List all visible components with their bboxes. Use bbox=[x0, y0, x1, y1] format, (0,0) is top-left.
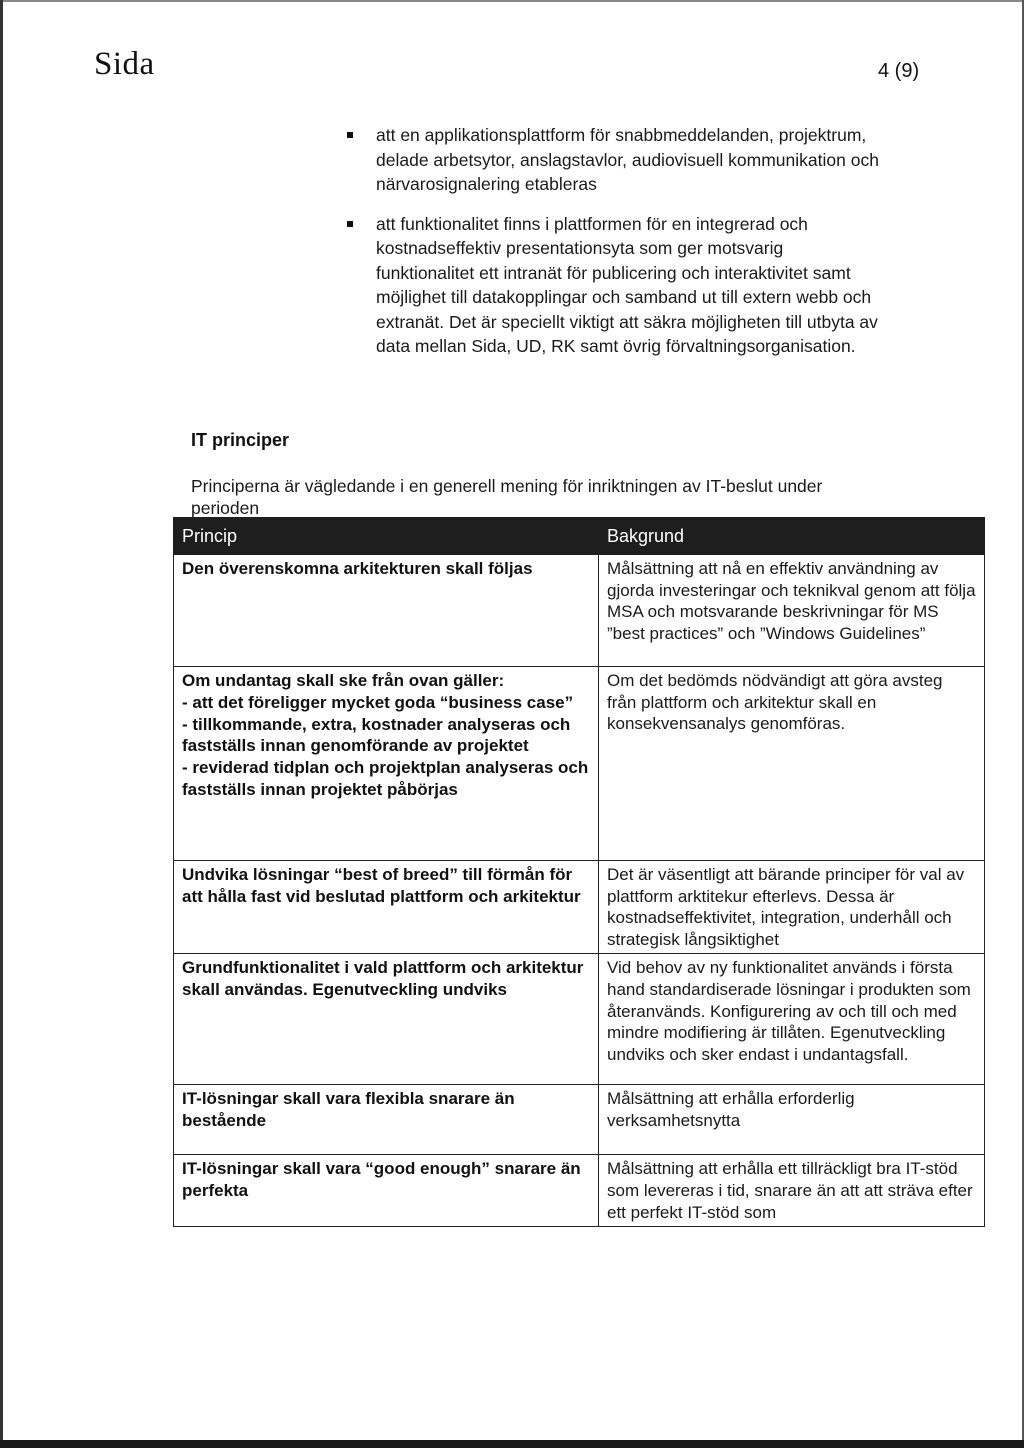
table-row bbox=[174, 954, 985, 1085]
table-header-row bbox=[174, 518, 985, 555]
principle-line: Om undantag skall ske från ovan gäller: - att det föreligger mycket goda “business case” - tillkommande, extra, kostnader analyseras och fastställs innan genomförande av projektet - reviderad tidplan och projektplan analyseras och fastställs innan projektet påbörjas bbox=[182, 671, 589, 799]
background-cell: Vid behov av ny funktionalitet används i första hand standardiserade lösningar i produkten som återanvänds. Konfigurering av och till och med mindre modifiering är tillåten. Egenutveckling undviks och sker endast i undantagsfall. bbox=[599, 954, 985, 1085]
bullet-list bbox=[344, 123, 884, 359]
principle-cell bbox=[174, 667, 599, 861]
principle-cell: Undvika lösningar “best of breed” till förmån för att hålla fast vid beslutad plattform och arkitektur bbox=[174, 861, 599, 954]
square-bullet-icon bbox=[347, 221, 353, 227]
principles-table bbox=[173, 517, 985, 1227]
background-cell: Det är väsentligt att bärande principer för val av plattform arktitekur efterlevs. Dessa är kostnadseffektivitet, integration, underhåll och strategisk långsiktighet bbox=[599, 861, 985, 954]
background-cell: Målsättning att erhålla erforderlig verksamhetsnytta bbox=[599, 1085, 985, 1155]
table-row bbox=[174, 1155, 985, 1227]
bullet-item bbox=[344, 212, 884, 359]
column-header-princip: Princip bbox=[174, 518, 599, 555]
bullet-item bbox=[344, 123, 884, 197]
table-row bbox=[174, 555, 985, 667]
table-row bbox=[174, 861, 985, 954]
background-cell: Om det bedömds nödvändigt att göra avsteg från plattform och arkitektur skall en konsekvensanalys genomföras. bbox=[599, 667, 985, 861]
background-cell: Målsättning att nå en effektiv användning av gjorda investeringar och teknikval genom att följa MSA och motsvarande beskrivningar för MS ”best practices” och ”Windows Guidelines” bbox=[599, 555, 985, 667]
page-number: 4 (9) bbox=[878, 60, 920, 82]
background-cell: Målsättning att erhålla ett tillräckligt bra IT-stöd som levereras i tid, snarare än att att sträva efter ett perfekt IT-stöd som bbox=[599, 1155, 985, 1227]
table-row bbox=[174, 1085, 985, 1155]
page-edge-bottom bbox=[0, 1440, 1024, 1448]
section-heading: IT principer bbox=[191, 430, 290, 450]
sida-logo: Sida bbox=[94, 46, 155, 82]
page-edge-top bbox=[0, 0, 1024, 2]
bullet-text: att en applikationsplattform för snabbmeddelanden, projektrum, delade arbetsytor, anslagstavlor, audiovisuell kommunikation och närvarosignalering etableras bbox=[376, 125, 879, 194]
page-edge-left bbox=[0, 0, 3, 1448]
section-intro: Principerna är vägledande i en generell mening för inriktningen av IT-beslut under perioden bbox=[191, 476, 823, 518]
column-header-bakgrund: Bakgrund bbox=[599, 518, 985, 555]
square-bullet-icon bbox=[347, 132, 353, 138]
principle-cell: IT-lösningar skall vara “good enough” snarare än perfekta bbox=[174, 1155, 599, 1227]
table-row bbox=[174, 667, 985, 861]
principle-cell: IT-lösningar skall vara flexibla snarare än bestående bbox=[174, 1085, 599, 1155]
principle-cell: Den överenskomna arkitekturen skall följas bbox=[174, 555, 599, 667]
bullet-text: att funktionalitet finns i plattformen för en integrerad och kostnadseffektiv presentationsyta som ger motsvarig funktionalitet ett intranät för publicering och interaktivitet samt möjlighet till datakopplingar och samband ut till extern webb och extranät. Det är speciellt viktigt att säkra möjligheten till utbyta av data mellan Sida, UD, RK samt övrig förvaltningsorganisation. bbox=[376, 213, 878, 356]
principle-cell: Grundfunktionalitet i vald plattform och arkitektur skall användas. Egenutveckling undviks bbox=[174, 954, 599, 1085]
